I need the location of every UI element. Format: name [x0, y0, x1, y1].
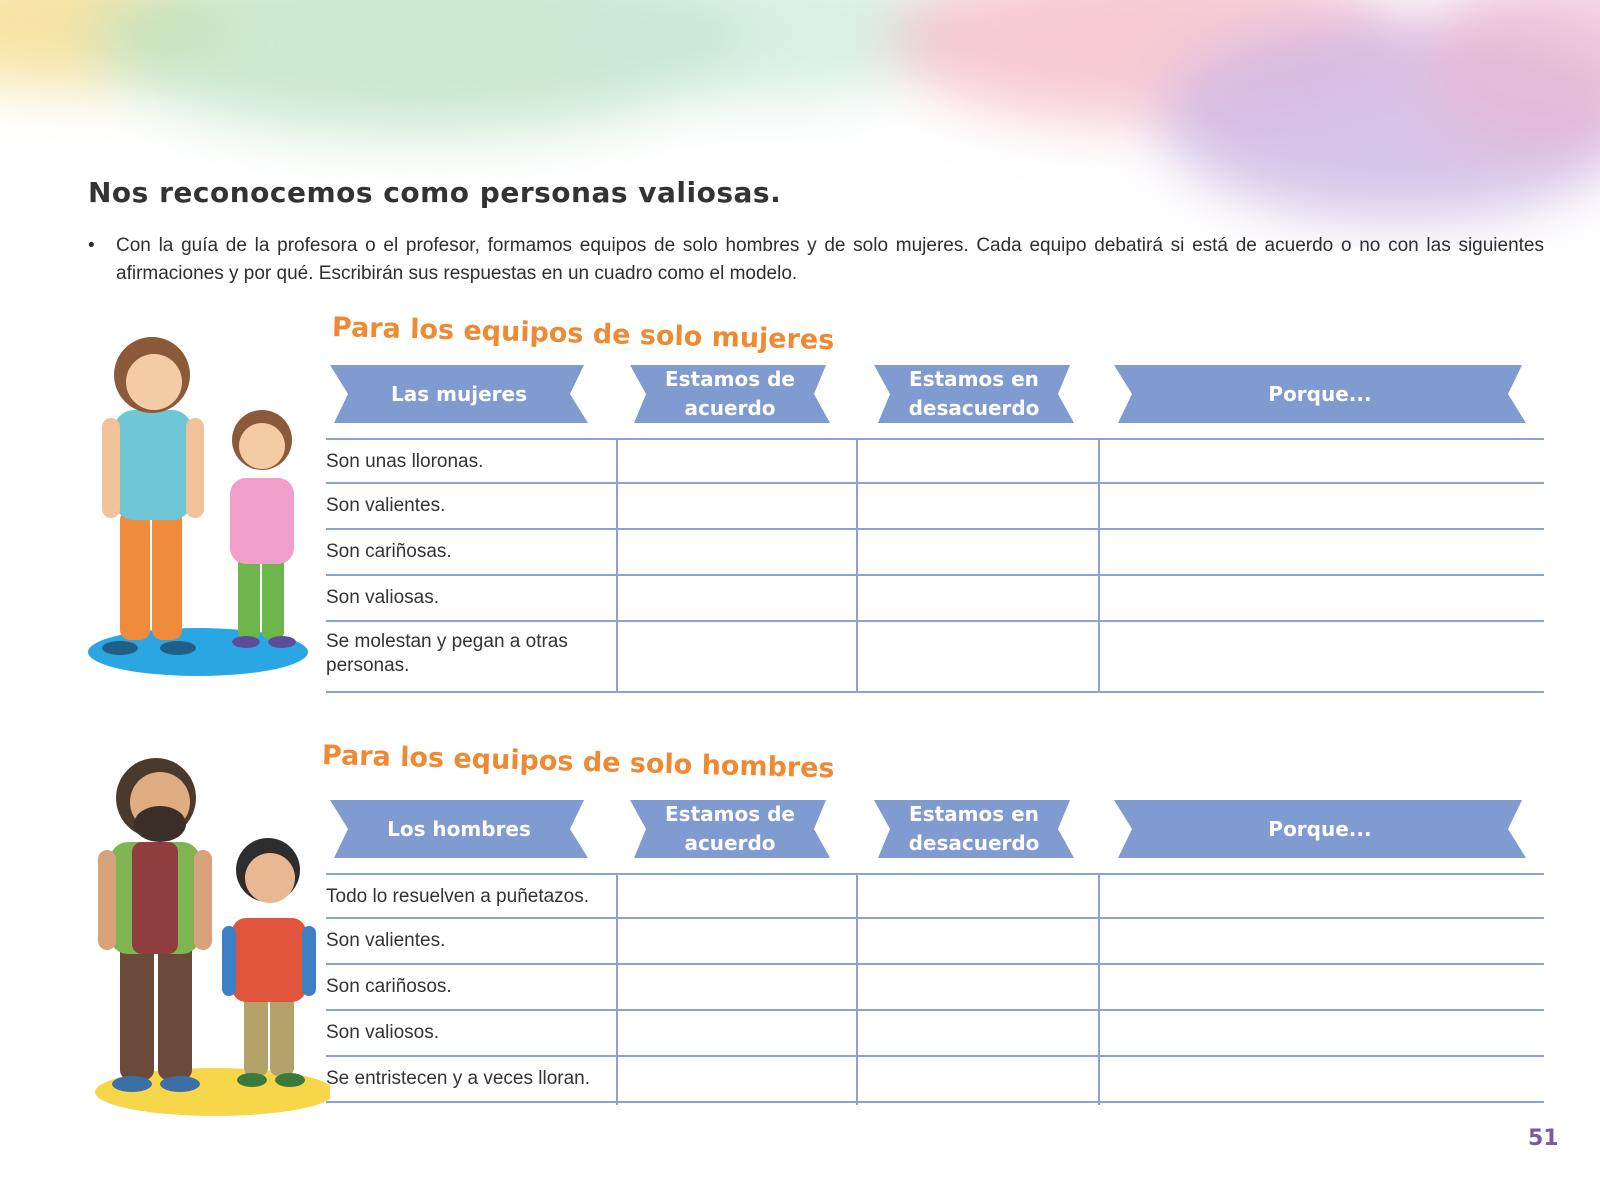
women-header-agree-label: Estamos de acuerdo [665, 367, 795, 420]
men-section-title: Para los equipos de solo hombres [321, 740, 835, 785]
statement-cell: Se molestan y pegan a otras personas. [326, 631, 568, 676]
table-row [326, 576, 1544, 622]
women-header-statement-label: Las mujeres [391, 381, 527, 406]
table-row [326, 622, 1544, 693]
women-header-reason-label: Porque... [1268, 381, 1372, 406]
men-table [326, 873, 1544, 1105]
women-section-title: Para los equipos de solo mujeres [331, 312, 835, 357]
men-header-agree [626, 796, 834, 862]
table-row [326, 530, 1544, 576]
father-son-illustration [80, 750, 330, 1120]
women-header-statement [326, 361, 592, 427]
statement-cell: Se entristecen y a veces lloran. [326, 1068, 591, 1089]
watercolor-header-decoration [0, 0, 1600, 260]
men-header-statement [326, 796, 592, 862]
statement-cell: Son cariñosos. [326, 976, 452, 997]
men-header-statement-label: Los hombres [387, 816, 531, 841]
table-row [326, 919, 1544, 965]
bullet-marker: • [88, 235, 95, 256]
statement-cell: Son valiosas. [326, 587, 440, 608]
men-header-disagree-label: Estamos en desacuerdo [908, 802, 1040, 855]
page-title: Nos reconocemos como personas valiosas. [88, 176, 782, 209]
women-header-disagree-label: Estamos en desacuerdo [908, 367, 1040, 420]
table-row [326, 484, 1544, 530]
table-row [326, 1057, 1544, 1103]
women-header-reason [1110, 361, 1530, 427]
mother-daughter-illustration [80, 330, 320, 690]
men-header-reason-label: Porque... [1268, 816, 1372, 841]
men-header-agree-label: Estamos de acuerdo [665, 802, 795, 855]
page-number: 51 [1528, 1126, 1559, 1151]
table-row [326, 438, 1544, 484]
instruction-paragraph [88, 232, 1544, 288]
statement-cell: Son valientes. [326, 495, 446, 516]
men-header-disagree [870, 796, 1078, 862]
table-row [326, 873, 1544, 919]
women-header-disagree [870, 361, 1078, 427]
statement-cell: Son valiosos. [326, 1022, 440, 1043]
instruction-text: Con la guía de la profesora o el profesor, formamos equipos de solo hombres y de solo mujeres. Cada equipo debatirá si está de acuerdo o no con las siguientes afirmaciones y por qué. Escribirán sus respuestas en un cuadro como el modelo. [116, 235, 1544, 284]
statement-cell: Son valientes. [326, 930, 446, 951]
statement-cell: Son cariñosas. [326, 541, 452, 562]
statement-cell: Todo lo resuelven a puñetazos. [326, 886, 590, 907]
men-header-reason [1110, 796, 1530, 862]
table-row [326, 965, 1544, 1011]
table-row [326, 1011, 1544, 1057]
women-table [326, 438, 1544, 693]
statement-cell: Son unas lloronas. [326, 451, 484, 472]
women-header-agree [626, 361, 834, 427]
